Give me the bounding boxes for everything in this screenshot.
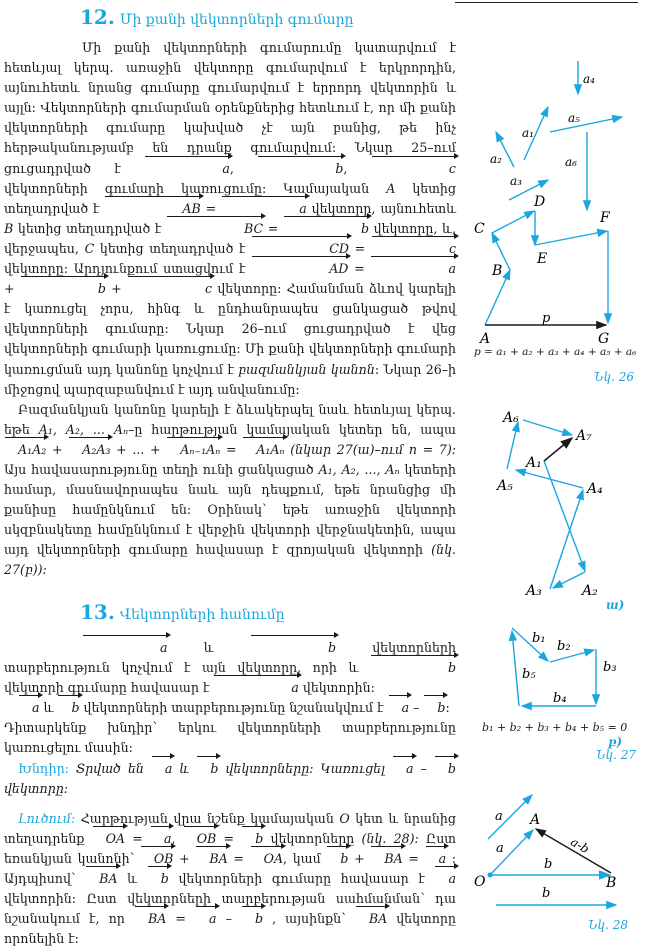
point-A3: A₃ — [526, 583, 542, 599]
text-span: (նկ. 28): — [361, 830, 419, 846]
vector-a5-free — [550, 117, 622, 132]
text-span: b — [57, 698, 79, 718]
text-span: = — [125, 830, 150, 846]
text-span: վեկտորը: — [4, 780, 68, 796]
fig27-sub-a: ա) — [606, 598, 625, 612]
text-span: , կամ — [283, 850, 327, 866]
label-b2: b₂ — [557, 639, 571, 654]
text-span: = — [220, 441, 243, 457]
point-E: E — [537, 251, 548, 267]
point-A4: A₄ — [587, 481, 603, 497]
label-b: b — [544, 857, 553, 872]
text-span: = — [166, 911, 195, 927]
text-span: կետից տեղադրված է — [13, 220, 166, 236]
section-13-heading — [80, 600, 285, 624]
section-title: Մի քանի վեկտորների գումարը — [119, 12, 354, 28]
vector-AD: AD — [251, 259, 348, 279]
label-b-free: b — [542, 886, 551, 901]
vector-A2A3 — [553, 572, 585, 588]
text-span: C — [84, 240, 95, 256]
section-number: 13. — [80, 600, 115, 624]
text-span: : Նկար 26–ի միջոցով պարզաբանվում է այդ անվանումը: — [4, 361, 457, 397]
text-span: : Այդպիսով՝ — [4, 850, 457, 887]
solution-paragraph — [4, 809, 456, 949]
label-a5: a₅ — [568, 111, 580, 125]
text-span: c — [127, 279, 212, 299]
point-A7: A₇ — [576, 428, 592, 444]
vector-b5 — [512, 631, 519, 706]
text-span: c — [371, 239, 456, 259]
text-span: b — [147, 869, 169, 889]
label-a3: a₃ — [510, 174, 522, 188]
text-span: վեկտորները — [263, 830, 362, 846]
vector-A4A5 — [516, 470, 583, 488]
text-span: , — [171, 830, 183, 846]
text-span: a — [150, 829, 172, 849]
text-span: BA — [195, 849, 227, 869]
vector-AB: AB — [104, 199, 200, 219]
text-span: – — [216, 911, 241, 927]
text-span: a — [370, 259, 456, 279]
text-span: և — [172, 760, 197, 776]
text-span: կետերի համար, մասնավորապես նաև այն դեպքում, եթե նրանցից մի քանիսը համընկնում են: Օրինակ՝ եթե առաջին վեկտորի սկզբնակետը համընկնում է վերջին վեկտորի վերջնակետին, ապա այդ վեկտորների գումարը հավասար է զրոյական վեկտորի — [4, 461, 456, 558]
fig26-caption: Նկ. 26 — [594, 370, 634, 384]
text-span: A — [386, 180, 396, 196]
text-span: Մի քանի վեկտորների գումարումը կատարվում է հետևյալ կերպ. առաջին վեկտորը գումարվում է երկրորդին, այնուհետև նրանց գումարը գումարվում է երրորդ վեկտորին և այլն: Վեկտորների գումարման օրենքներից հետևում է, որ մի քանի վեկտորների գումարը կախված չէ այն բանից, թե ինչ հերթականությամբ են դրանք գումարվում: Նկար 25–ում ցուցադրված է — [4, 40, 456, 176]
text-span: OA — [250, 849, 283, 869]
text-span: a — [392, 759, 414, 779]
point-A6: A₆ — [503, 410, 519, 426]
point-D: D — [534, 194, 546, 210]
text-span: կետից տեղադրված է — [4, 180, 456, 216]
text-span: A₁A₂ — [4, 440, 46, 460]
section-number: 12. — [80, 5, 115, 29]
text-span: BA — [370, 849, 402, 869]
text-span: : — [445, 700, 450, 716]
text-span: + — [105, 281, 128, 297]
point-C: C — [474, 221, 485, 237]
text-span: վեկտորների գումարը հավասար է — [168, 871, 435, 887]
label-a-minus-b: a-b — [568, 834, 592, 857]
vector-CD: CD — [251, 239, 349, 259]
vector-b: b — [257, 159, 343, 179]
text-span: A₁, A₂, ... Aₙ — [38, 421, 129, 437]
label-b1: b₁ — [532, 631, 546, 646]
text-span: – — [409, 700, 424, 716]
text-span: a — [425, 849, 447, 869]
point-F: F — [600, 210, 610, 226]
vector-a5 — [535, 231, 607, 245]
text-span: վեկտորների գումարի կառուցումը: Կամայական — [4, 180, 387, 196]
section-13-body — [4, 638, 456, 949]
fig26-formula: p = a₁ + a₂ + a₃ + a₄ + a₅ + a₆ — [474, 346, 637, 358]
text-span: , — [343, 160, 371, 176]
point-O: O — [474, 874, 486, 890]
vector-A3A4 — [550, 490, 583, 589]
text-span: = — [200, 200, 222, 216]
text-span: BA — [134, 909, 166, 929]
section-12-heading — [80, 5, 354, 29]
text-span: OA — [92, 829, 125, 849]
vector-A1A2 — [544, 461, 585, 571]
text-span: կետից տեղադրված է — [94, 240, 252, 256]
text-span: = — [348, 240, 371, 256]
label-a2: a₂ — [490, 152, 502, 166]
text-span: Ըստ եռանկյան կանոնի՝ — [4, 830, 457, 866]
section-title: Վեկտորների հանումը — [119, 607, 285, 623]
text-span: a — [18, 698, 40, 718]
text-span: b — [241, 909, 263, 929]
text-span: (նկար 27(ա)–ում n = 7): — [284, 441, 457, 457]
text-span: a — [221, 199, 307, 219]
section-12-body — [4, 38, 456, 581]
text-span: վեկտորը, և, վերջապես, — [4, 220, 456, 256]
text-span: a — [195, 909, 217, 929]
text-span: a — [151, 759, 173, 779]
text-span: OB — [140, 849, 174, 869]
text-span: Հարթության վրա նշենք կամայական — [75, 810, 340, 826]
label-a6: a₆ — [565, 155, 577, 169]
point-A2: A₂ — [582, 583, 598, 599]
text-span: = — [263, 220, 283, 236]
text-span: OB — [183, 829, 217, 849]
text-span: Տրված են — [68, 760, 151, 776]
text-span: b — [196, 759, 218, 779]
text-span: Բազմանկյան կանոնը կարելի է ձևակերպել նաև հետևյալ կերպ. եթե — [4, 401, 456, 437]
point-B: B — [606, 875, 617, 891]
text-span: b — [20, 279, 106, 299]
text-span: a — [213, 678, 299, 698]
text-span: Այս հավասարությունը տեղի ունի ցանկացած — [4, 461, 319, 477]
text-span: և — [117, 871, 147, 887]
text-span: վեկտորը: Համանման ձևով կարելի է կառուցել չորս, հինգ և ընդհանրապես ցանկացած թվով վեկտորների գումարը: Նկար 26–ում ցուցադրված է վեց վեկտորների գումարի կառուցումը: Մի քանի վեկտորների գումարի կառուցման այդ կանոնը կոչվում է — [4, 281, 456, 377]
paragraph — [4, 38, 456, 400]
text-span: BA — [85, 869, 117, 889]
figure-28 — [460, 780, 654, 932]
text-span: կետ և նրանից տեղադրենք — [4, 810, 457, 846]
text-span: O — [339, 810, 350, 826]
text-span: –ը հարթության կամայական կետեր են, ապա — [128, 421, 456, 437]
fig27-caption: Նկ. 27 — [596, 748, 636, 762]
text-span: + — [4, 281, 20, 297]
text-span: + — [173, 850, 196, 866]
point-O-dot — [488, 873, 493, 878]
text-span: A₁, A₂, ..., Aₙ — [318, 461, 400, 477]
text-span: , այսինքն՝ — [263, 911, 355, 927]
text-span: + — [46, 441, 69, 457]
text-span: Aₙ₋₁Aₙ — [166, 440, 220, 460]
vector-a3 — [492, 211, 534, 233]
paragraph — [4, 400, 456, 581]
fig27-sub-b: բ) — [608, 735, 623, 749]
text-span: վեկտորը: Արդյունքում ստացվում է — [4, 261, 252, 277]
text-span: վեկտորը, այնուհետև — [306, 200, 457, 216]
point-A5: A₅ — [497, 478, 513, 494]
text-span: (նկ. 27(բ)): — [4, 542, 456, 578]
vector-a: a — [144, 159, 230, 179]
label-a1: a₁ — [522, 126, 534, 140]
label-b3: b₃ — [603, 660, 617, 675]
text-span: + — [348, 850, 371, 866]
vector-BC: BC — [166, 219, 263, 239]
fig28-caption: Նկ. 28 — [588, 918, 628, 932]
text-span: = — [227, 850, 250, 866]
text-span: վեկտորի գումարը հավասար է — [4, 680, 214, 696]
vector-A5A6 — [507, 422, 518, 469]
text-span: a — [434, 869, 456, 889]
text-span: վեկտորին: — [298, 680, 375, 696]
text-span: b — [250, 638, 336, 658]
text-span: = — [216, 830, 242, 846]
text-span: – — [413, 760, 434, 776]
text-span: , — [229, 160, 258, 176]
notation-paragraph — [4, 698, 456, 718]
text-span: b — [370, 658, 456, 678]
text-span: B — [4, 220, 14, 236]
text-span: b — [283, 219, 369, 239]
text-span: = — [402, 850, 425, 866]
text-span: b — [241, 829, 263, 849]
label-a4: a₄ — [583, 72, 595, 86]
problem-label: Խնդիր: — [18, 760, 69, 776]
text-span: a — [388, 698, 410, 718]
point-B: B — [492, 263, 503, 279]
label-b5: b₅ — [522, 667, 536, 682]
figure-27a — [460, 395, 654, 599]
text-span: a — [82, 638, 168, 658]
text-span: + ... + — [110, 441, 167, 457]
text-span: = — [348, 261, 371, 277]
label-a: a — [496, 841, 504, 856]
problem-intro: Դիտարկենք խնդիր՝ երկու վեկտորների տարբերությունը կառուցելու մասին: — [4, 720, 456, 756]
label-b4: b₄ — [553, 691, 567, 706]
label-p: p — [542, 311, 551, 326]
problem-statement — [4, 759, 456, 799]
label-a-free: a — [495, 809, 503, 824]
text-span: վեկտորին: Ըստ վեկտորների տարբերության սահմանման՝ դա նշանակում է, որ — [4, 891, 456, 927]
text-span: A₂A₃ — [68, 440, 110, 460]
text-span: և — [39, 700, 58, 716]
fig27-formula: b₁ + b₂ + b₃ + b₄ + b₅ = 0 — [482, 721, 628, 734]
definition-paragraph — [4, 638, 456, 698]
text-span: A₁Aₙ — [242, 440, 284, 460]
text-span: վեկտորները: Կառուցել — [218, 760, 393, 776]
point-G: G — [598, 331, 610, 347]
point-A: A — [480, 331, 491, 347]
text-span: b — [326, 849, 348, 869]
top-rule — [455, 2, 638, 3]
figure-27b — [460, 605, 654, 735]
point-A: A — [530, 812, 541, 828]
vector-A1A7 — [544, 438, 572, 461]
rule-name: բազմանկյան կանոն — [238, 361, 375, 377]
vector-c: c — [371, 159, 456, 179]
figure-26 — [460, 50, 654, 384]
text-span: վեկտորների տարբերությունը նշանակվում է — [79, 700, 388, 716]
text-span: և — [167, 640, 250, 655]
text-span: վեկտորը որոնելին է: — [4, 911, 456, 947]
point-A1: A₁ — [526, 455, 542, 471]
text-span: BA — [355, 909, 387, 929]
text-span: վեկտորների տարբերություն կոչվում է այն վեկտորը, որի և — [4, 640, 457, 676]
text-span: b — [434, 759, 456, 779]
vector-A6A7 — [523, 420, 572, 435]
solution-label: Լուծում: — [18, 810, 76, 826]
text-span: b — [423, 698, 445, 718]
